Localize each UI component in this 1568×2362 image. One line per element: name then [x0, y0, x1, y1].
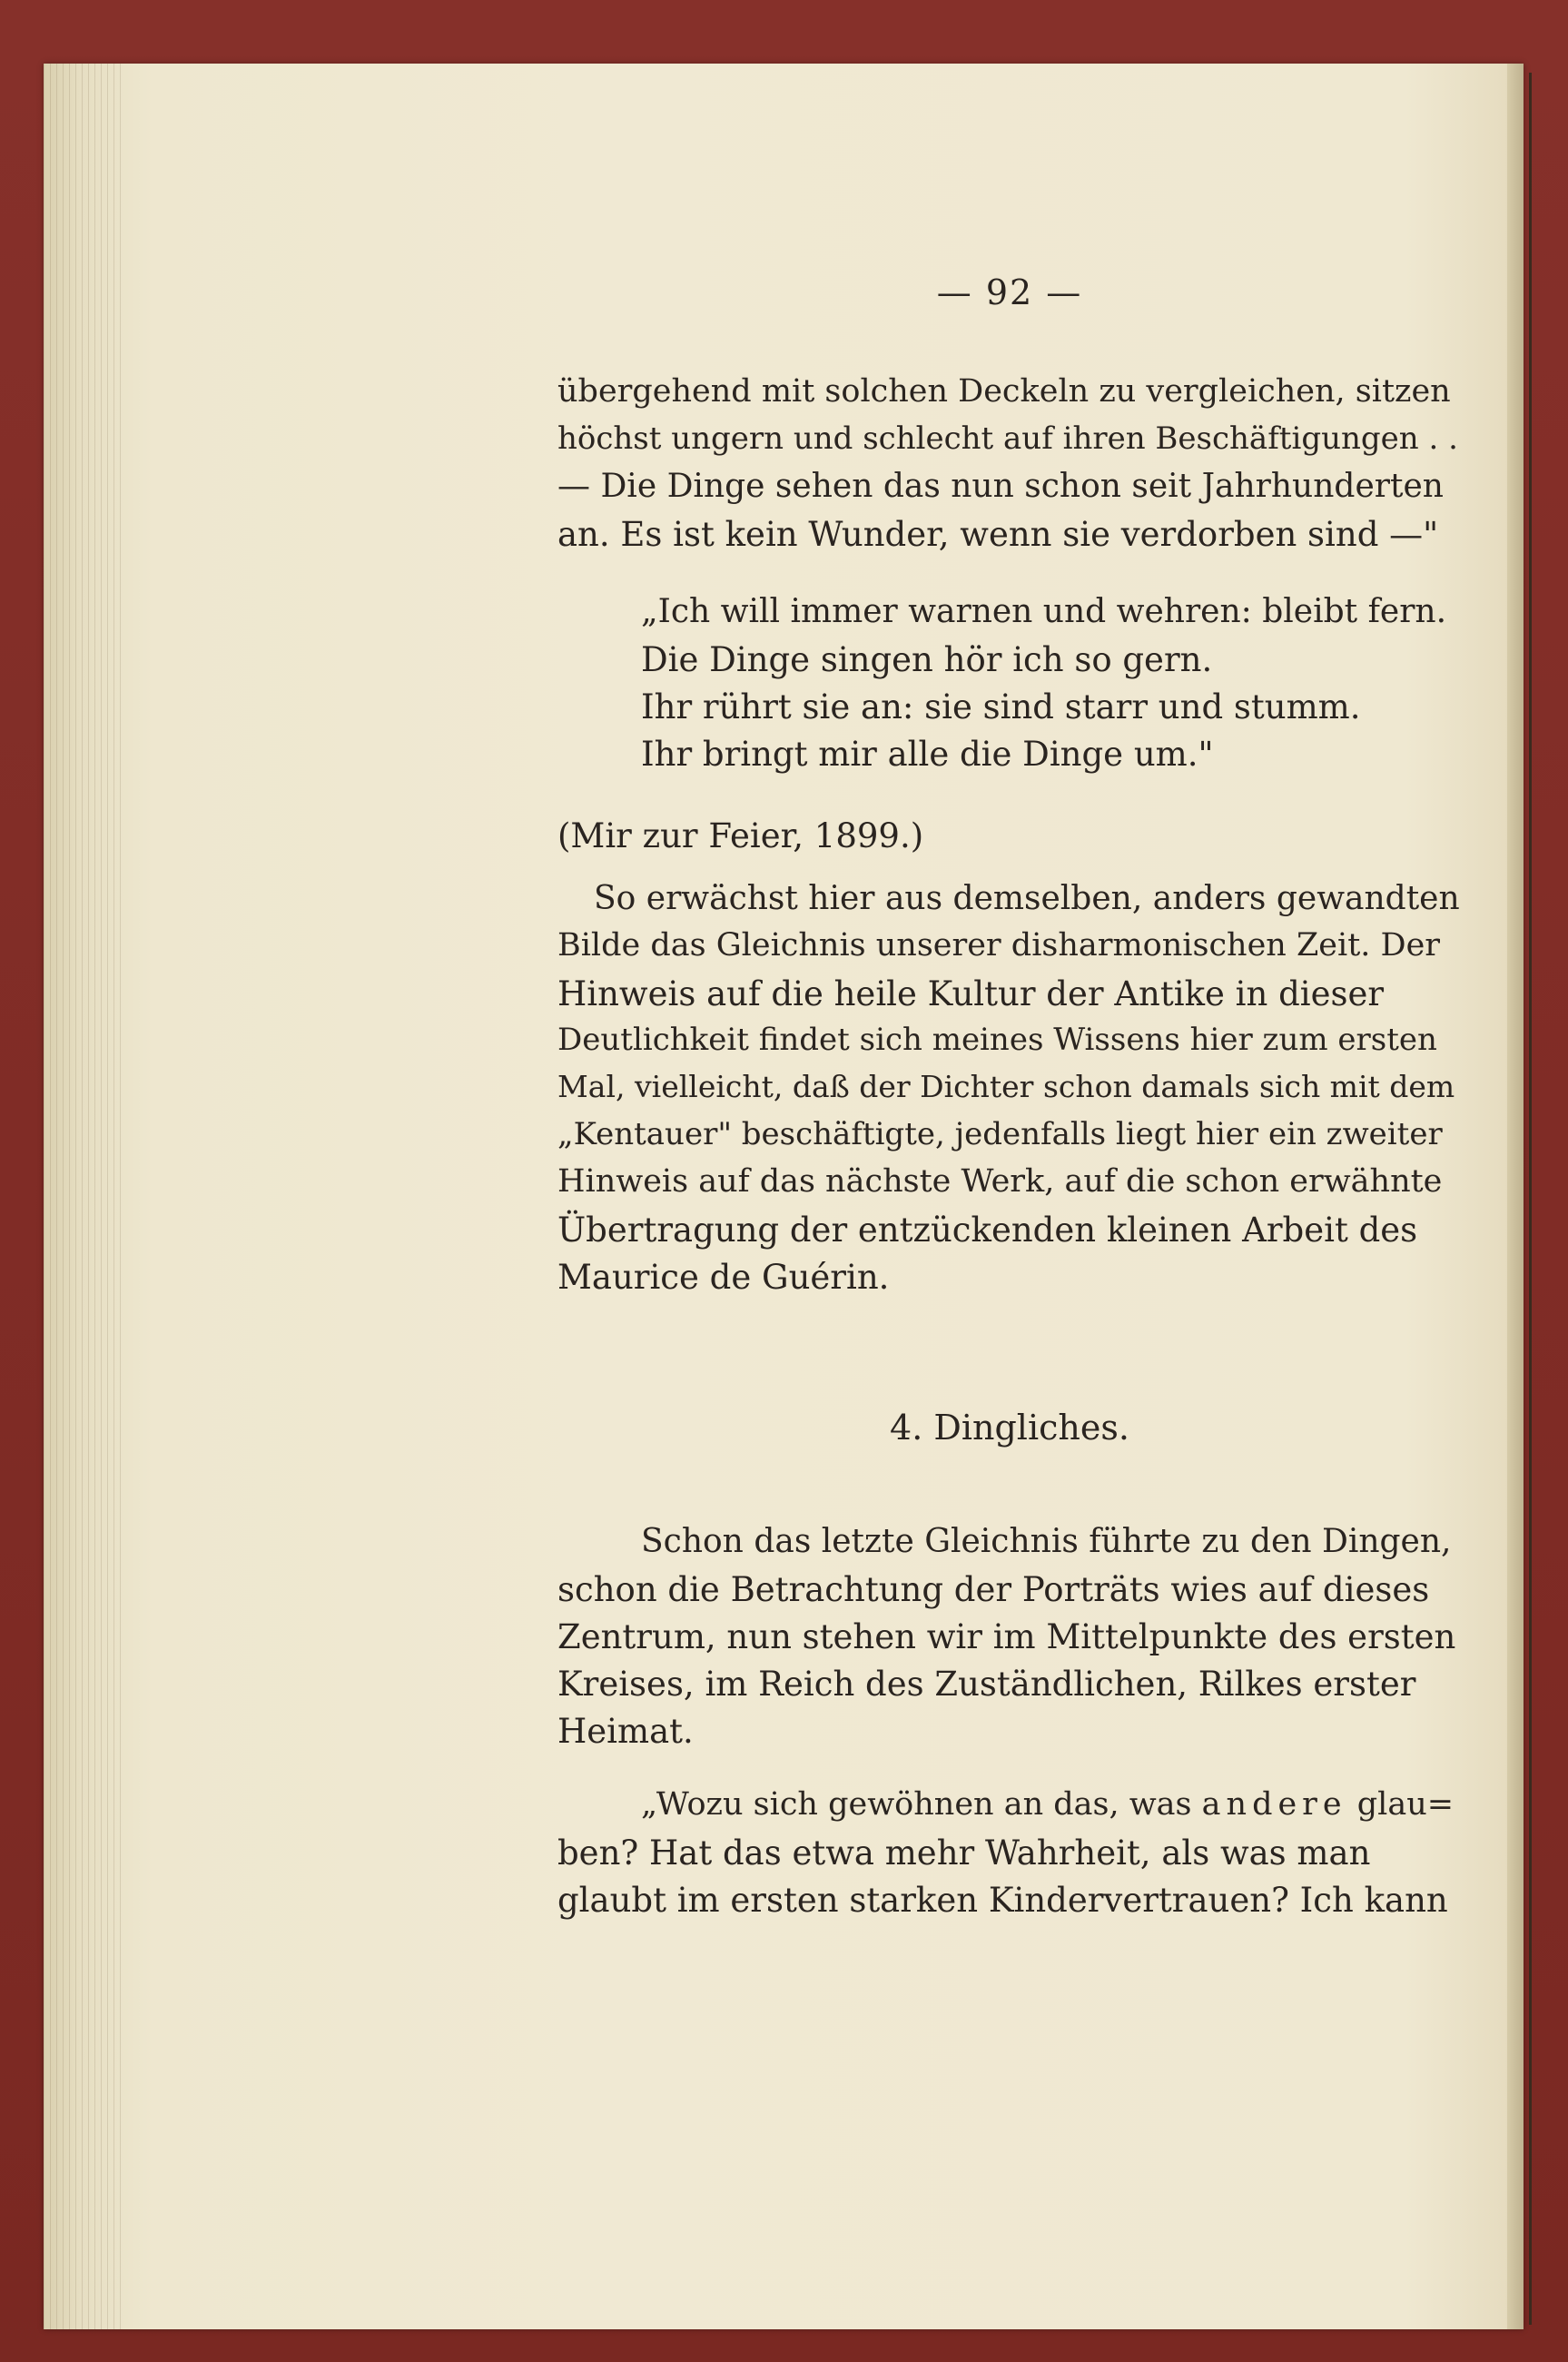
text-line: an. Es ist kein Wunder, wenn sie verdorben sind —": [557, 515, 1439, 554]
section-heading: 4. Dingliches.: [890, 1408, 1129, 1448]
text-line: — Die Dinge sehen das nun schon seit Jahrhunderten: [557, 468, 1444, 505]
text-line: Hinweis auf die heile Kultur der Antike in dieser: [557, 974, 1385, 1013]
binding-line: [1529, 73, 1532, 2325]
text-line: Zentrum, nun stehen wir im Mittelpunkte des ersten: [557, 1617, 1456, 1656]
text-line: So erwächst hier aus demselben, anders gewandten: [594, 880, 1460, 917]
page-number: — 92 —: [936, 272, 1083, 312]
citation: (Mir zur Feier, 1899.): [557, 816, 924, 855]
text-line: Mal, vielleicht, daß der Dichter schon damals sich mit dem: [557, 1069, 1455, 1104]
text-segment: glau=: [1356, 1786, 1455, 1823]
emphasized-word: andere: [1201, 1786, 1347, 1823]
text-line: „Kentauer" beschäftigte, jedenfalls liegt hier ein zweiter: [557, 1116, 1443, 1152]
text-line: glaubt im ersten starken Kindervertrauen? Ich kann: [557, 1881, 1448, 1920]
poem-line: Ihr rührt sie an: sie sind starr und stumm.: [641, 687, 1361, 726]
poem-line: Ihr bringt mir alle die Dinge um.": [641, 735, 1214, 774]
text-line: schon die Betrachtung der Porträts wies auf dieses: [557, 1570, 1430, 1609]
text-line: übergehend mit solchen Deckeln zu vergleichen, sitzen: [557, 373, 1451, 410]
text-line: Deutlichkeit findet sich meines Wissens hier zum ersten: [557, 1022, 1437, 1058]
text-line: Übertragung der entzückenden kleinen Arbeit des: [557, 1211, 1418, 1250]
text-line: Hinweis auf das nächste Werk, auf die schon erwähnte: [557, 1163, 1443, 1200]
text-line: Heimat.: [557, 1712, 694, 1751]
text-line: Kreises, im Reich des Zuständlichen, Rilkes erster: [557, 1665, 1416, 1704]
text-line: [641, 1786, 1455, 1823]
page-edge-right: [1507, 64, 1524, 2329]
text-line: Maurice de Guérin.: [557, 1258, 890, 1297]
poem-line: „Ich will immer warnen und wehren: bleibt fern.: [641, 593, 1447, 630]
text-line: Schon das letzte Gleichnis führte zu den Dingen,: [641, 1523, 1452, 1560]
text-line: ben? Hat das etwa mehr Wahrheit, als was man: [557, 1833, 1371, 1873]
text-line: Bilde das Gleichnis unserer disharmonischen Zeit. Der: [557, 927, 1441, 964]
page-edges-left: [44, 64, 125, 2329]
text-line: höchst ungern und schlecht auf ihren Beschäftigungen . .: [557, 420, 1458, 457]
text-segment: „Wozu sich gewöhnen an das, was: [641, 1786, 1192, 1823]
poem-line: Die Dinge singen hör ich so gern.: [641, 640, 1213, 679]
